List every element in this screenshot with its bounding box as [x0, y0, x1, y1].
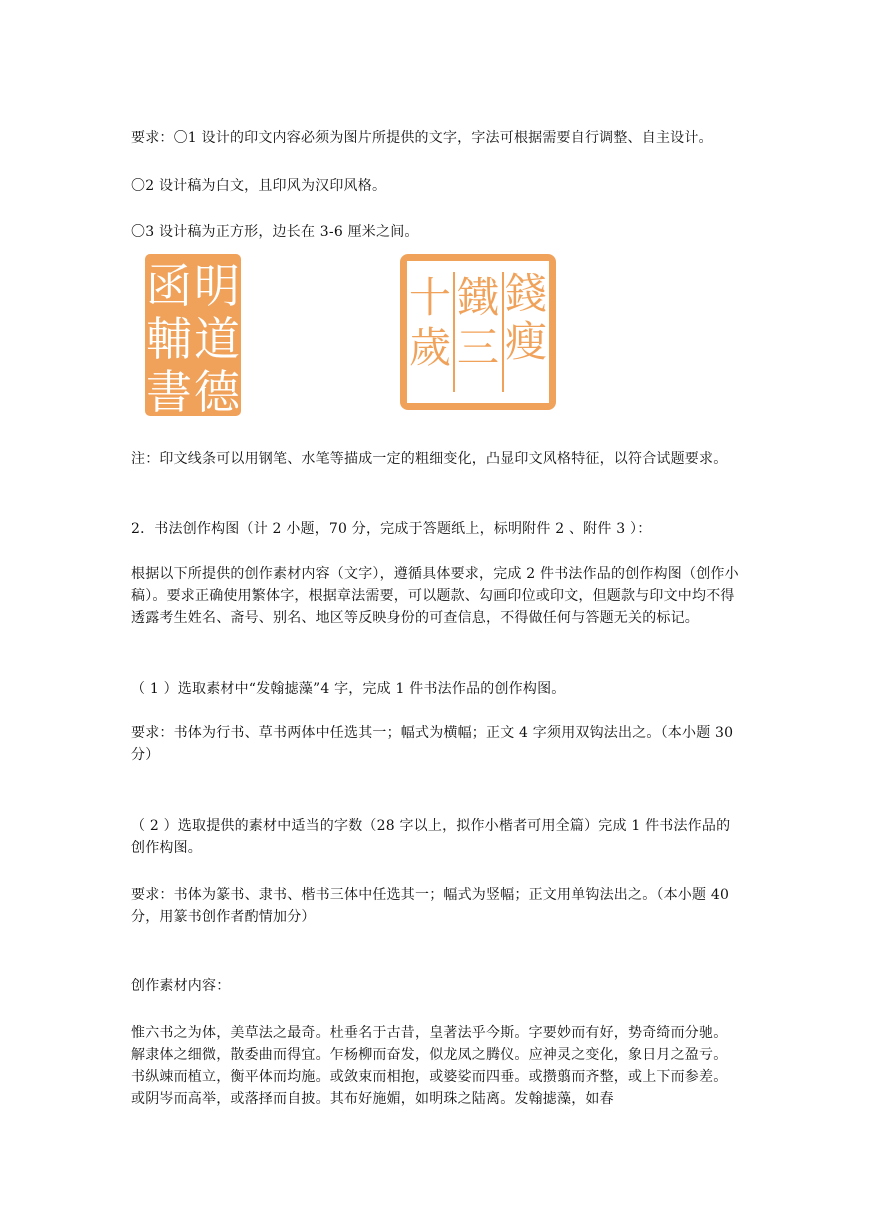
- seal-left-char-2: 道: [194, 312, 240, 366]
- seal-right-char-1: 錢: [504, 269, 548, 318]
- seal-left-char-4: 函: [146, 259, 192, 313]
- section-2-heading: 2．书法创作构图（计 2 小题，70 分，完成于答题纸上，标明附件 2 、附件 3 ）：: [131, 521, 652, 537]
- seal-image-left: [143, 252, 243, 418]
- material-text: 惟六书之为体，美草法之最奇。杜垂名于古昔，皇著法乎今斯。字要妙而有好，势奇绮而分驰。解隶体之细微，散委曲而得宜。乍杨柳而奋发，似龙凤之腾仪。应神灵之变化，象日月之盈亏。书纵竦而植立，衡平体而均施。或敛束而相抱，或婆娑而四垂。或攒翦而齐整，或上下而参差。或阴岑而高举，或落择而自披。其布好施媚，如明珠之陆离。发翰摅藻，如春: [131, 1025, 728, 1107]
- question-1-requirement: 要求：书体为行书、草书两体中任选其一；幅式为横幅；正文 4 字须用双钩法出之。（本小题 30 分）: [131, 725, 734, 763]
- seal-image-right: [398, 252, 558, 412]
- seal-left-char-3: 德: [194, 365, 240, 418]
- requirement-3: 〇3 设计稿为正方形，边长在 3-6 厘米之间。: [131, 224, 419, 240]
- question-2: （ 2 ）选取提供的素材中适当的字数（28 字以上，拟作小楷者可用全篇）完成 1 件书法作品的创作构图。: [131, 818, 731, 856]
- seal-left-char-5: 輔: [146, 312, 192, 366]
- seal-right-char-4: 三: [456, 323, 500, 372]
- seal-left-char-6: 書: [146, 365, 192, 418]
- seal-right-char-2: 瘦: [504, 317, 548, 366]
- requirement-2: 〇2 设计稿为白文，且印风为汉印风格。: [131, 178, 387, 194]
- seal-right-char-5: 十: [408, 273, 452, 322]
- question-2-requirement: 要求：书体为篆书、隶书、楷书三体中任选其一；幅式为竖幅；正文用单钩法出之。（本小题 40 分，用篆书创作者酌情加分）: [131, 887, 730, 925]
- requirement-1: 要求：〇1 设计的印文内容必须为图片所提供的文字，字法可根据需要自行调整、自主设计。: [131, 130, 713, 146]
- note-paragraph: 注：印文线条可以用钢笔、水笔等描成一定的粗细变化，凸显印文风格特征，以符合试题要求。: [131, 451, 728, 467]
- section-2-intro: 根据以下所提供的创作素材内容（文字），遵循具体要求，完成 2 件书法作品的创作构图（创作小稿）。要求正确使用繁体字，根据章法需要，可以题款、勾画印位或印文，但题款与印文中均不得透露考生姓名、斋号、别名、地区等反映身份的可查信息，不得做任何与答题无关的标记。: [131, 566, 739, 626]
- seal-right-char-6: 歲: [408, 323, 452, 372]
- question-1: （ 1 ）选取素材中“发翰摅藻”4 字，完成 1 件书法作品的创作构图。: [131, 681, 566, 697]
- material-heading: 创作素材内容：: [131, 978, 231, 994]
- seal-left-char-1: 明: [194, 259, 240, 313]
- seal-right-char-3: 鐵: [456, 273, 500, 322]
